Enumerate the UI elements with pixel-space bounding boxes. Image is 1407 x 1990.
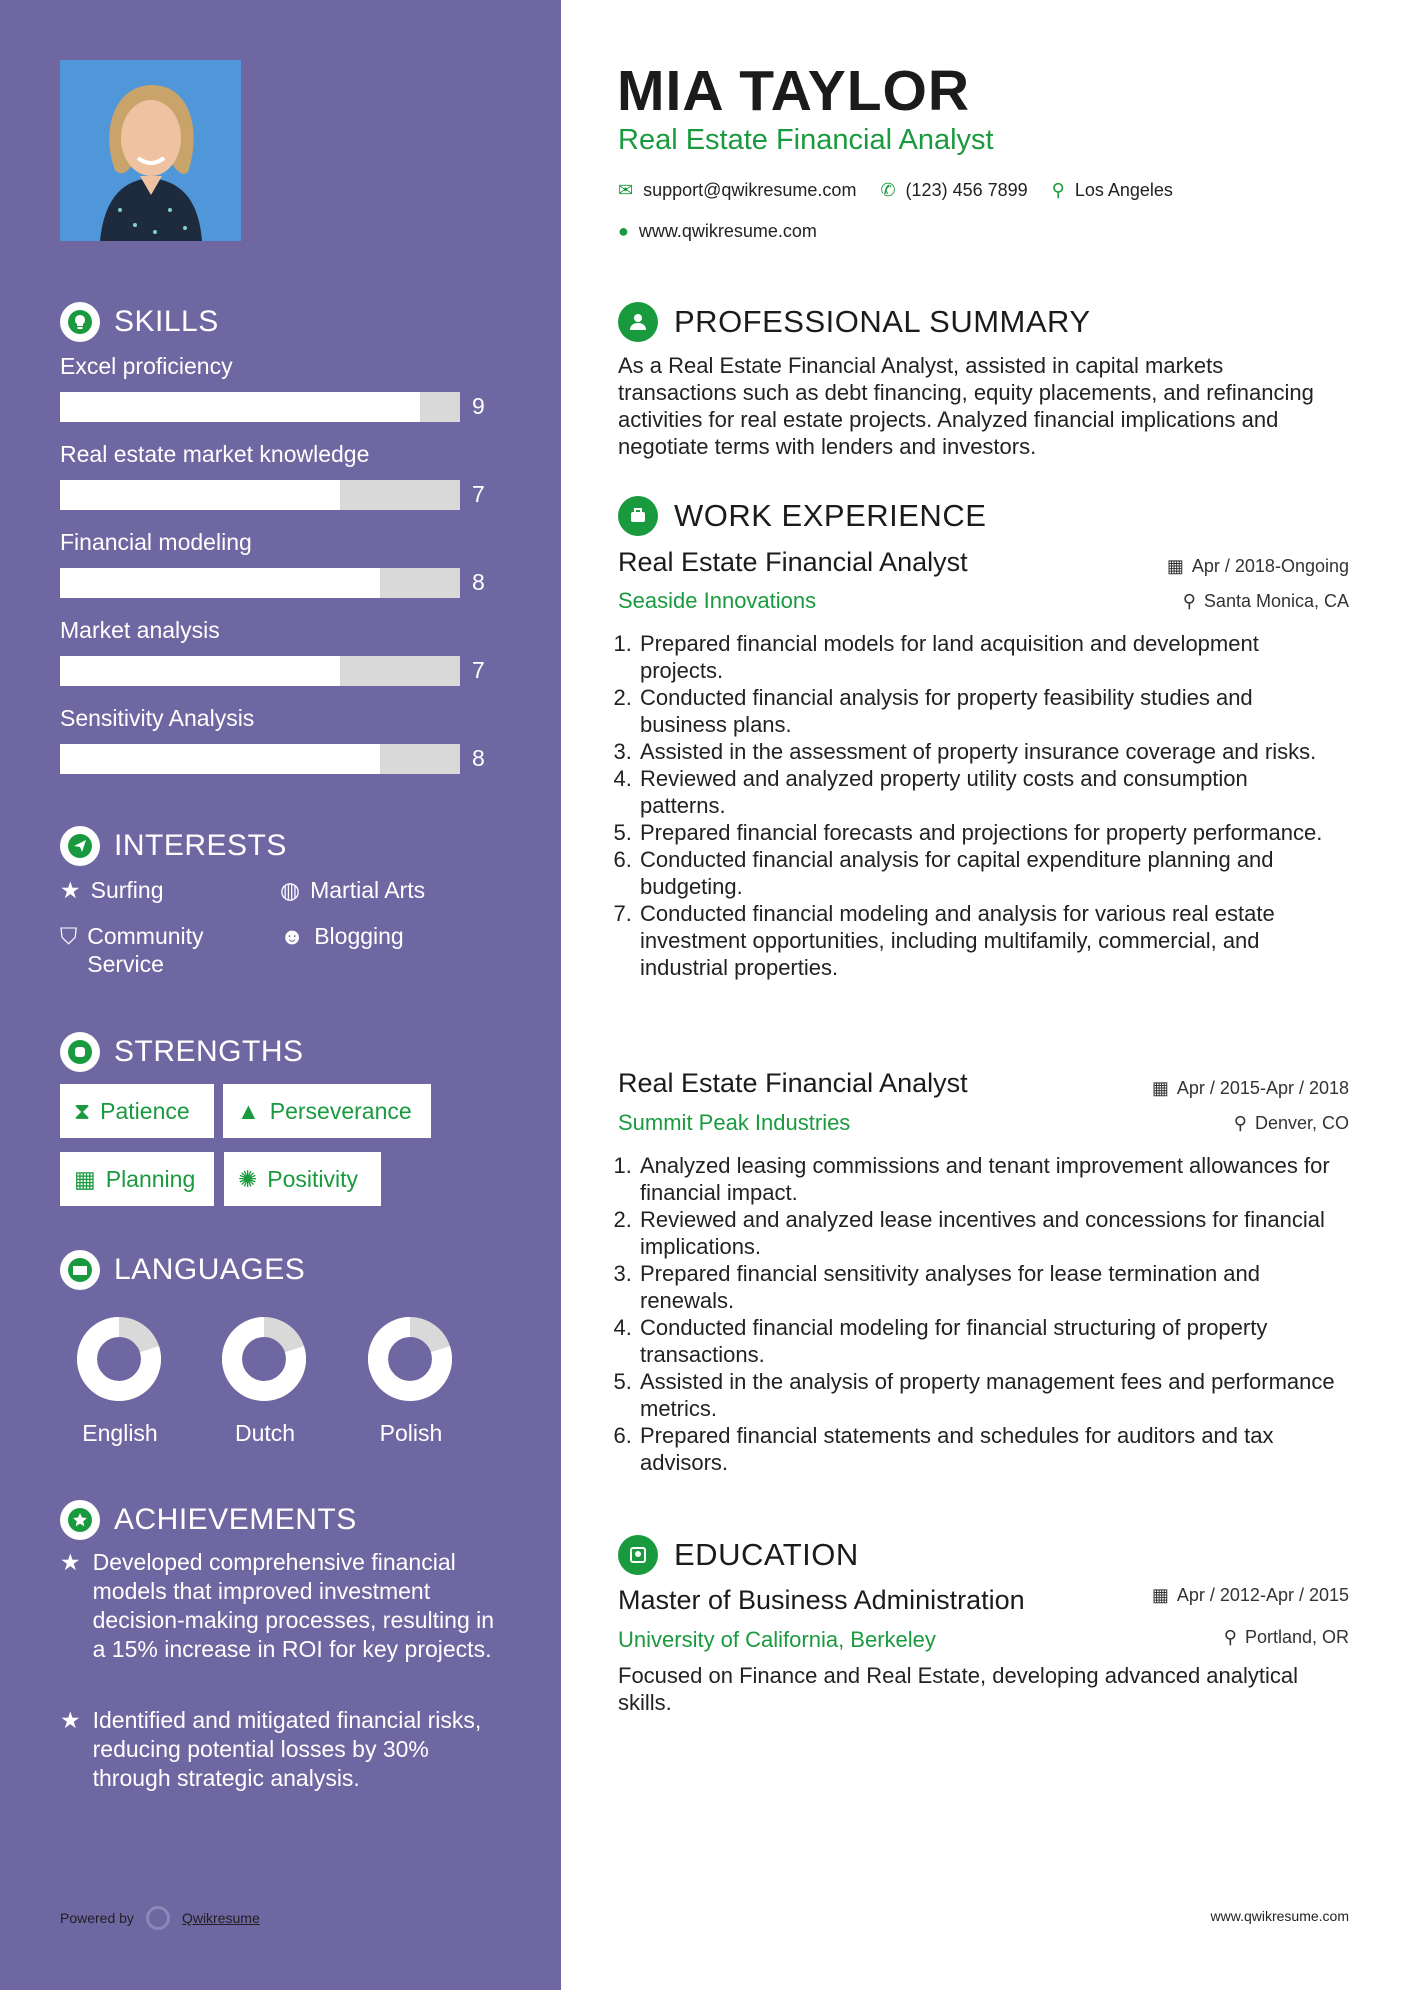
pin-icon: ⚲ <box>1182 591 1196 611</box>
summary-heading: PROFESSIONAL SUMMARY <box>618 302 1091 342</box>
map-marker-icon: ⚲ <box>1051 180 1065 200</box>
interest-item: ★ Surfing <box>60 877 164 903</box>
job-bullet: 5. Prepared financial forecasts and projections for property performance. <box>638 819 1338 846</box>
lightbulb-icon <box>60 302 100 342</box>
interest-item: ⛉ Community Service <box>60 923 204 977</box>
phone-text: (123) 456 7899 <box>905 180 1028 200</box>
skill-bar <box>60 392 460 422</box>
paper-plane-icon <box>60 826 100 866</box>
powered-by: Powered by Qwikresume <box>60 1906 260 1930</box>
education-location: ⚲ Portland, OR <box>1223 1627 1349 1647</box>
job-bullet: 5. Assisted in the analysis of property management fees and performance metrics. <box>638 1368 1338 1422</box>
job-bullet: 3. Assisted in the assessment of property insurance coverage and risks. <box>638 738 1338 765</box>
user-icon <box>618 302 658 342</box>
job-title: Real Estate Financial Analyst <box>618 1068 968 1098</box>
strength-badge: ✺ Positivity <box>224 1152 381 1206</box>
phone-icon: ✆ <box>880 180 896 200</box>
profile-photo <box>60 60 241 241</box>
job-bullet: 1. Prepared financial models for land acquisition and development projects. <box>638 630 1338 684</box>
job-bullets <box>618 1152 1338 1476</box>
pin-icon: ⚲ <box>1223 1627 1237 1647</box>
star-icon: ★ <box>60 877 81 903</box>
pin-icon: ⚲ <box>1233 1113 1247 1133</box>
skill-value: 7 <box>472 657 485 683</box>
degree-title: Master of Business Administration <box>618 1585 1025 1615</box>
skill-value: 8 <box>472 745 485 771</box>
skill-bar <box>60 656 460 686</box>
job-bullet: 7. Conducted financial modeling and analysis for various real estate investment opportunities, including multifamily, commercial, and industrial properties. <box>638 900 1338 981</box>
interest-item: ☻ Blogging <box>280 923 404 949</box>
language-ring <box>367 1316 453 1402</box>
job-bullet: 1. Analyzed leasing commissions and tenant improvement allowances for financial impact. <box>638 1152 1338 1206</box>
language-label: English <box>82 1420 158 1446</box>
school-name: University of California, Berkeley <box>618 1627 936 1652</box>
envelope-icon: ✉ <box>618 180 634 200</box>
company-name: Seaside Innovations <box>618 588 817 613</box>
skill-bar <box>60 480 460 510</box>
skill-label: Financial modeling <box>60 529 252 555</box>
email-link[interactable]: support@qwikresume.com <box>643 180 857 200</box>
job-bullets <box>618 630 1338 981</box>
skill-bar-fill <box>60 480 340 510</box>
location-text: Los Angeles <box>1074 180 1173 200</box>
calendar-icon: ▦ <box>74 1165 96 1192</box>
shooting-star-icon: ★ <box>60 1707 81 1733</box>
calendar-icon: ▦ <box>1151 1585 1169 1605</box>
road-icon: ▲ <box>237 1097 260 1124</box>
education-dates: ▦ Apr / 2012-Apr / 2015 <box>1151 1585 1349 1605</box>
skill-bar-fill <box>60 656 340 686</box>
skill-bar-fill <box>60 392 420 422</box>
skill-value: 9 <box>472 393 485 419</box>
experience-heading: WORK EXPERIENCE <box>618 496 986 536</box>
website-row <box>618 221 817 242</box>
strength-badge: ▦ Planning <box>60 1152 214 1206</box>
qwikresume-link[interactable]: Qwikresume <box>181 1910 260 1926</box>
language-label: Polish <box>379 1420 443 1446</box>
shield-icon: ⛉ <box>60 923 78 949</box>
language-ring <box>76 1316 162 1402</box>
job-bullet: 6. Conducted financial analysis for capital expenditure planning and budgeting. <box>638 846 1338 900</box>
job-bullet: 3. Prepared financial sensitivity analyses for lease termination and renewals. <box>638 1260 1338 1314</box>
skill-bar-fill <box>60 568 380 598</box>
job-dates: ▦ Apr / 2015-Apr / 2018 <box>1151 1078 1349 1098</box>
person-name: MIA TAYLOR <box>617 59 971 123</box>
strength-badge: ⧗ Patience <box>60 1084 214 1138</box>
skill-label: Sensitivity Analysis <box>60 705 255 731</box>
graduation-icon <box>618 1535 658 1575</box>
footer-url[interactable]: www.qwikresume.com <box>1210 1908 1349 1924</box>
strengths-heading: STRENGTHS <box>60 1032 304 1072</box>
language-label: Dutch <box>234 1420 296 1446</box>
skill-value: 7 <box>472 481 485 507</box>
briefcase-icon <box>618 496 658 536</box>
company-name: Summit Peak Industries <box>618 1110 851 1135</box>
contact-row <box>618 180 1173 201</box>
language-ring <box>221 1316 307 1402</box>
skill-label: Excel proficiency <box>60 353 233 379</box>
shooting-star-icon: ★ <box>60 1549 81 1575</box>
skill-label: Market analysis <box>60 617 220 643</box>
fist-icon <box>60 1032 100 1072</box>
summary-text: As a Real Estate Financial Analyst, assisted in capital markets transactions such as debt financing, equity placements, and refinancing activities for real estate projects. Analyzed financial implications and negotiate terms with lenders and investors. <box>618 353 1314 459</box>
hourglass-icon: ⧗ <box>74 1097 91 1124</box>
interests-heading: INTERESTS <box>60 826 287 866</box>
job-title: Real Estate Financial Analyst <box>618 547 968 577</box>
person-title: Real Estate Financial Analyst <box>618 124 994 156</box>
sidebar <box>0 0 561 1990</box>
languages-heading: LANGUAGES <box>60 1250 305 1290</box>
skill-value: 8 <box>472 569 485 595</box>
achievement-item: ★ Identified and mitigated financial risks, reducing potential losses by 30% through strategic analysis. <box>60 1707 482 1791</box>
job-bullet: 6. Prepared financial statements and schedules for auditors and tax advisors. <box>638 1422 1338 1476</box>
sun-icon: ✺ <box>238 1165 258 1192</box>
skill-bar <box>60 744 460 774</box>
job-dates: ▦ Apr / 2018-Ongoing <box>1166 556 1349 576</box>
education-text: Focused on Finance and Real Estate, developing advanced analytical skills. <box>618 1663 1299 1715</box>
calendar-icon: ▦ <box>1166 556 1184 576</box>
job-location: ⚲ Denver, CO <box>1233 1113 1349 1133</box>
achievements-heading: ACHIEVEMENTS <box>60 1500 357 1540</box>
award-icon <box>60 1500 100 1540</box>
job-bullet: 4. Conducted financial modeling for financial structuring of property transactions. <box>638 1314 1338 1368</box>
skill-bar <box>60 568 460 598</box>
education-heading: EDUCATION <box>618 1535 859 1575</box>
qwikresume-logo-icon <box>146 1906 170 1930</box>
users-icon: ☻ <box>280 923 305 949</box>
interest-item: ◍ Martial Arts <box>280 877 426 903</box>
language-icon <box>60 1250 100 1290</box>
strength-badge: ▲ Perseverance <box>223 1084 431 1138</box>
achievement-item: ★ Developed comprehensive financial models that improved investment decision-making processes, resulting in a 15% increase in ROI for key projects. <box>60 1549 495 1662</box>
job-location: ⚲ Santa Monica, CA <box>1182 591 1349 611</box>
job-bullet: 2. Reviewed and analyzed lease incentives and concessions for financial implications. <box>638 1206 1338 1260</box>
skills-heading: SKILLS <box>60 302 219 342</box>
job-bullet: 2. Conducted financial analysis for property feasibility studies and business plans. <box>638 684 1338 738</box>
globe-icon: ● <box>618 221 629 241</box>
globe-icon: ◍ <box>280 877 301 903</box>
website-link[interactable]: www.qwikresume.com <box>638 221 817 241</box>
job-bullet: 4. Reviewed and analyzed property utility costs and consumption patterns. <box>638 765 1338 819</box>
skill-label: Real estate market knowledge <box>60 441 370 467</box>
main-content <box>561 0 1407 1990</box>
skill-bar-fill <box>60 744 380 774</box>
calendar-icon: ▦ <box>1151 1078 1169 1098</box>
